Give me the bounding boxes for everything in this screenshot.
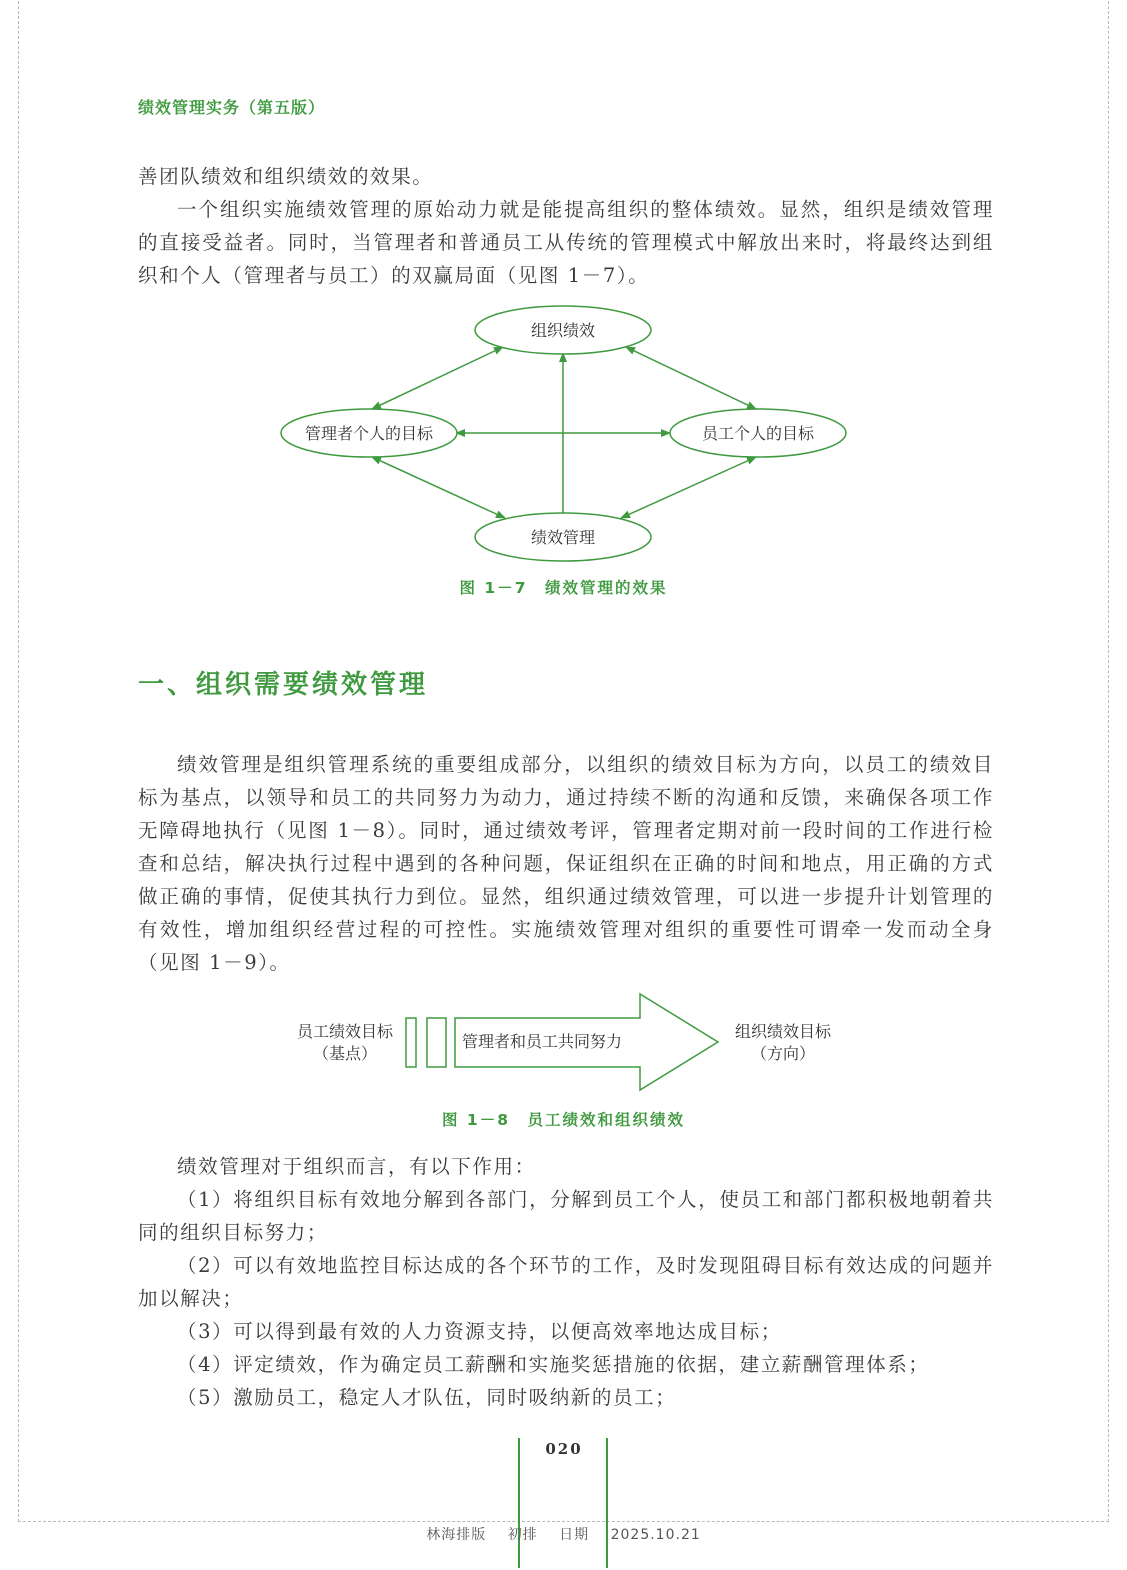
list-item: （4）评定绩效，作为确定员工薪酬和实施奖惩措施的依据，建立薪酬管理体系； <box>177 1353 930 1376</box>
arrow-left-bottom <box>372 457 505 518</box>
bar-medium <box>427 1018 446 1067</box>
intro-paragraph-1: 善团队绩效和组织绩效的效果。 <box>138 165 434 188</box>
left-label-line2: （基点） <box>312 1044 378 1063</box>
footer-typesetter: 林海排版 <box>426 1527 487 1543</box>
print-footer <box>0 1524 1127 1544</box>
arrow-left-top <box>372 347 503 409</box>
intro-paragraph-2: 一个组织实施绩效管理的原始动力就是能提高组织的整体绩效。显然，组织是绩效管理的直接受益者。同时，当管理者和普通员工从传统的管理模式中解放出来时，将最终达到组织和个人（管理者与员工）的双赢局面（见图 1－7）。 <box>138 198 994 287</box>
list-item: （2）可以有效地监控目标达成的各个环节的工作，及时发现阻碍目标有效达成的问题并加以解决； <box>138 1254 994 1310</box>
node-left-label: 管理者个人的目标 <box>304 424 434 443</box>
bar-small <box>406 1018 416 1067</box>
list-item: （5）激励员工，稳定人才队伍，同时吸纳新的员工； <box>177 1386 677 1409</box>
footer-date: 2025.10.21 <box>610 1527 701 1543</box>
arrow-label: 管理者和员工共同努力 <box>462 1032 623 1051</box>
list-item: （1）将组织目标有效地分解到各部门，分解到员工个人，使员工和部门都积极地朝着共同的组织目标努力； <box>138 1188 994 1244</box>
roles-intro: 绩效管理对于组织而言，有以下作用： <box>177 1155 536 1178</box>
arrow-right-top <box>626 347 756 409</box>
right-label-line2: （方向） <box>750 1044 816 1063</box>
figure-1-7-caption: 图 1－7 绩效管理的效果 <box>459 579 668 597</box>
node-right-label: 员工个人的目标 <box>701 424 815 443</box>
node-top-label: 组织绩效 <box>530 321 596 340</box>
running-head: 绩效管理实务（第五版） <box>138 98 326 117</box>
footer-date-label: 日期 <box>559 1527 590 1543</box>
list-item: （3）可以得到最有效的人力资源支持，以便高效率地达成目标； <box>177 1320 782 1343</box>
section-title: 一、组织需要绩效管理 <box>138 670 429 700</box>
figure-1-7-diagram <box>0 0 1127 580</box>
arrow-right-bottom <box>621 457 756 518</box>
footer-stage: 初排 <box>507 1527 538 1543</box>
node-bottom-label: 绩效管理 <box>530 528 596 547</box>
figure-1-8-caption: 图 1－8 员工绩效和组织绩效 <box>442 1111 685 1129</box>
page-number: 020 <box>545 1440 583 1458</box>
figure-1-8-diagram <box>0 985 1127 1105</box>
section-paragraph: 绩效管理是组织管理系统的重要组成部分，以组织的绩效目标为方向，以员工的绩效目标为基点，以领导和员工的共同努力为动力，通过持续不断的沟通和反馈，来确保各项工作无障碍地执行（见图 1－8）。同时，通过绩效考评，管理者定期对前一段时间的工作进行检查和总结，解决执行过程中遇到的各种问题，保证组织在正确的时间和地点，用正确的方式做正确的事情，促使其执行力到位。显然，组织通过绩效管理，可以进一步提升计划管理的有效性，增加组织经营过程的可控性。实施绩效管理对组织的重要性可谓牵一发而动全身（见图 1－9）。 <box>138 753 994 974</box>
left-label-line1: 员工绩效目标 <box>296 1022 394 1041</box>
right-label-line1: 组织绩效目标 <box>734 1022 832 1041</box>
